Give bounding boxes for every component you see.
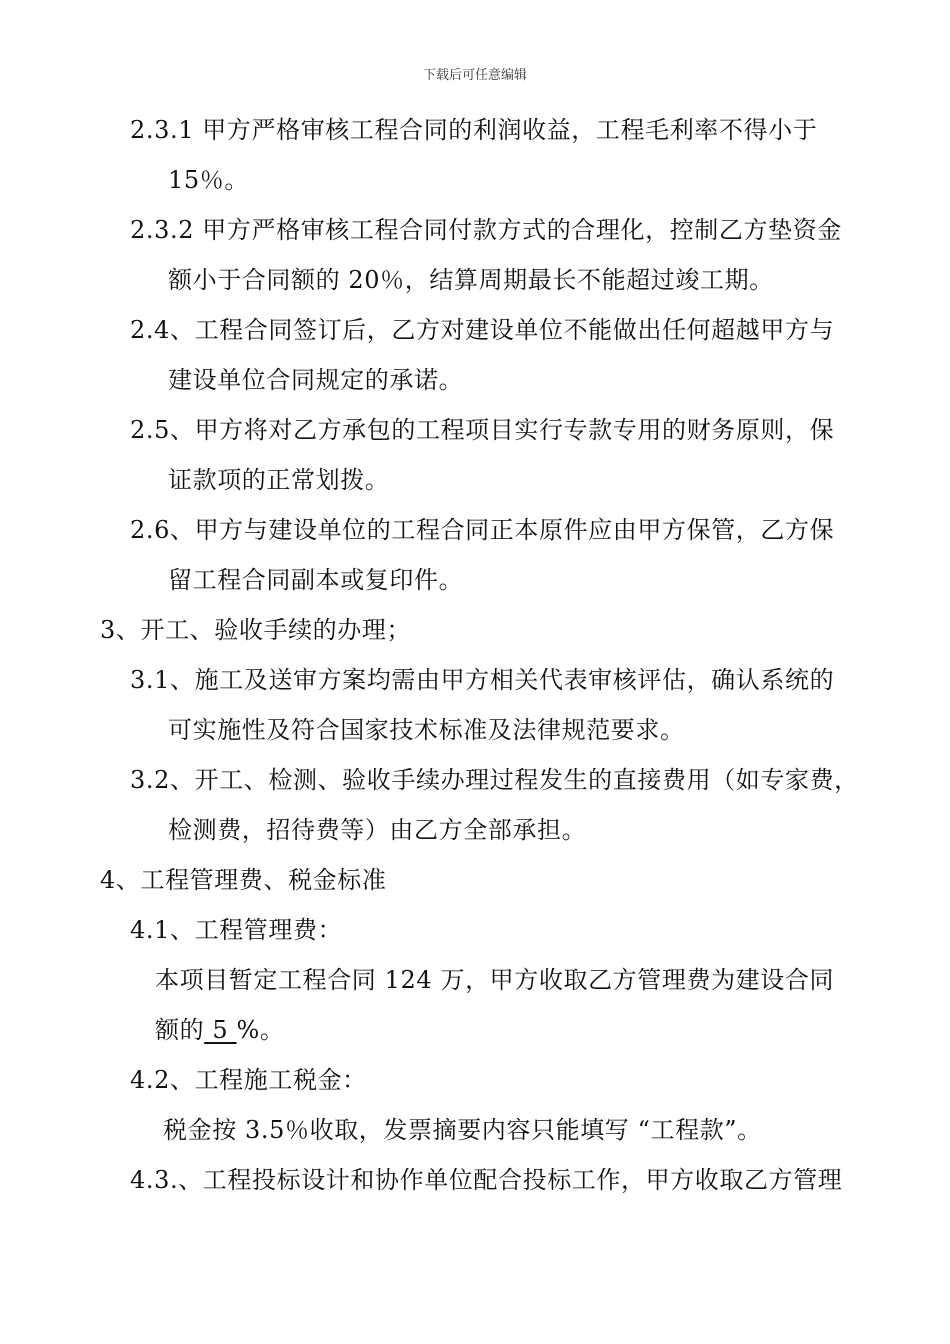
clause-4-1-heading: 4.1、工程管理费： <box>130 916 343 944</box>
clause-4-1-body-line-1: 本项目暂定工程合同 124 万，甲方收取乙方管理费为建设合同 <box>155 966 835 994</box>
clause-2-4-line-2: 建设单位合同规定的承诺。 <box>168 366 464 394</box>
clause-2-6-line-1: 2.6、甲方与建设单位的工程合同正本原件应由甲方保管，乙方保 <box>130 516 835 544</box>
clause-3-1-line-1: 3.1、施工及送审方案均需由甲方相关代表审核评估，确认系统的 <box>130 666 835 694</box>
section-3-heading: 3、开工、验收手续的办理； <box>100 616 412 644</box>
fee-suffix: %。 <box>236 1016 285 1044</box>
clause-2-3-1-line-2: 15％。 <box>168 166 249 194</box>
clause-2-3-1-line-1: 2.3.1 甲方严格审核工程合同的利润收益，工程毛利率不得小于 <box>130 116 818 144</box>
clause-3-2-line-2: 检测费，招待费等）由乙方全部承担。 <box>168 816 587 844</box>
page-header: 下载后可任意编辑 <box>422 68 527 83</box>
fee-rate-value: 5 <box>204 1016 237 1044</box>
clause-2-3-2-line-2: 额小于合同额的 20％，结算周期最长不能超过竣工期。 <box>168 266 774 294</box>
fee-prefix: 额的 <box>155 1016 205 1044</box>
clause-4-2-body: 税金按 3.5％收取，发票摘要内容只能填写 “工程款”。 <box>163 1116 762 1144</box>
clause-3-1-line-2: 可实施性及符合国家技术标准及法律规范要求。 <box>168 716 685 744</box>
clause-4-3-line-1: 4.3.、工程投标设计和协作单位配合投标工作，甲方收取乙方管理 <box>130 1166 843 1194</box>
clause-2-6-line-2: 留工程合同副本或复印件。 <box>168 566 464 594</box>
clause-2-5-line-2: 证款项的正常划拨。 <box>168 466 390 494</box>
clause-2-4-line-1: 2.4、工程合同签订后，乙方对建设单位不能做出任何超越甲方与 <box>130 316 835 344</box>
clause-3-2-line-1: 3.2、开工、检测、验收手续办理过程发生的直接费用（如专家费， <box>130 766 859 794</box>
clause-2-3-2-line-1: 2.3.2 甲方严格审核工程合同付款方式的合理化，控制乙方垫资金 <box>130 216 842 244</box>
clause-4-1-body-line-2 <box>155 1015 285 1045</box>
clause-4-2-heading: 4.2、工程施工税金： <box>130 1066 367 1094</box>
section-4-heading: 4、工程管理费、税金标准 <box>100 866 387 894</box>
clause-2-5-line-1: 2.5、甲方将对乙方承包的工程项目实行专款专用的财务原则，保 <box>130 416 835 444</box>
